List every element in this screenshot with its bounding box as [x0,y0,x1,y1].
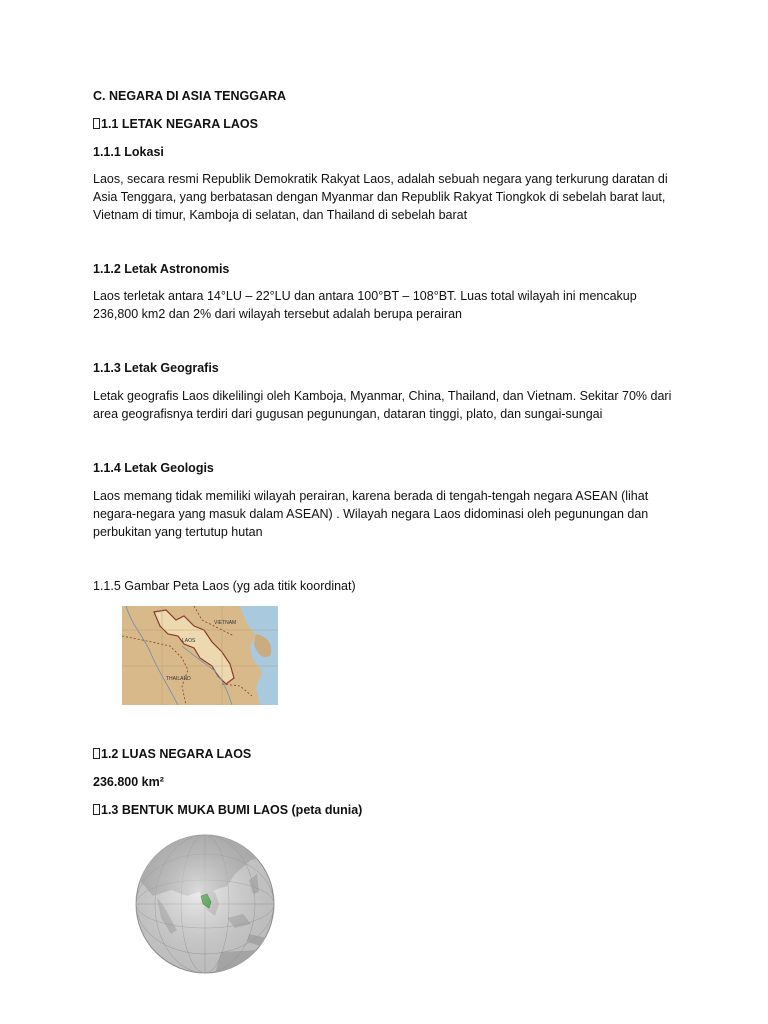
paragraph-geologis: Laos memang tidak memiliki wilayah perairan, karena berada di tengah-tengah negara ASEAN (lihat negara-negara yang masuk dalam ASEAN) . Wilayah negara Laos didominasi oleh pegunungan dan perbukitan yang tertutup hutan [93,489,649,539]
checkbox-glyph-icon [93,804,100,815]
checkbox-glyph-icon [93,118,100,129]
luas-value: 236.800 km² [93,775,164,789]
paragraph-geografis: Letak geografis Laos dikelilingi oleh Kamboja, Myanmar, China, Thailand, dan Vietnam. Sekitar 70% dari area geografisnya terdiri dari gugusan pegunungan, dataran tinggi, plato, dan sungai-sungai [93,389,672,421]
heading-geologis: 1.1.4 Letak Geologis [93,461,214,475]
heading-letak-negara [93,115,673,133]
map-label-laos: LAOS [182,638,196,644]
map-label-thailand: THAILAND [166,676,191,682]
paragraph-lokasi: Laos, secara resmi Republik Demokratik Rakyat Laos, adalah sebuah negara yang terkurung daratan di Asia Tenggara, yang berbatasan dengan Myanmar dan Republik Rakyat Tiongkok di sebelah barat laut, Vietnam di timur, Kamboja di selatan, dan Thailand di sebelah barat [93,172,668,222]
heading-bentuk-muka-bumi [93,801,673,819]
globe-image [131,834,280,974]
heading-geografis: 1.1.3 Letak Geografis [93,361,219,375]
heading-lokasi: 1.1.1 Lokasi [93,145,164,159]
checkbox-glyph-icon [93,748,100,759]
section-title: C. NEGARA DI ASIA TENGGARA [93,89,287,103]
map-label-vietnam: VIETNAM [214,620,237,626]
heading-peta-laos: 1.1.5 Gambar Peta Laos (yg ada titik koordinat) [93,579,356,593]
heading-letak-negara-text: 1.1 LETAK NEGARA LAOS [101,117,258,131]
heading-bentuk-muka-bumi-text: 1.3 BENTUK MUKA BUMI LAOS (peta dunia) [101,803,363,817]
heading-astronomis: 1.1.2 Letak Astronomis [93,262,230,276]
laos-map-image [122,606,278,705]
heading-luas [93,745,673,763]
paragraph-astronomis: Laos terletak antara 14°LU – 22°LU dan antara 100°BT – 108°BT. Luas total wilayah ini mencakup 236,800 km2 dan 2% dari wilayah tersebut adalah berupa perairan [93,289,637,321]
heading-luas-text: 1.2 LUAS NEGARA LAOS [101,747,252,761]
